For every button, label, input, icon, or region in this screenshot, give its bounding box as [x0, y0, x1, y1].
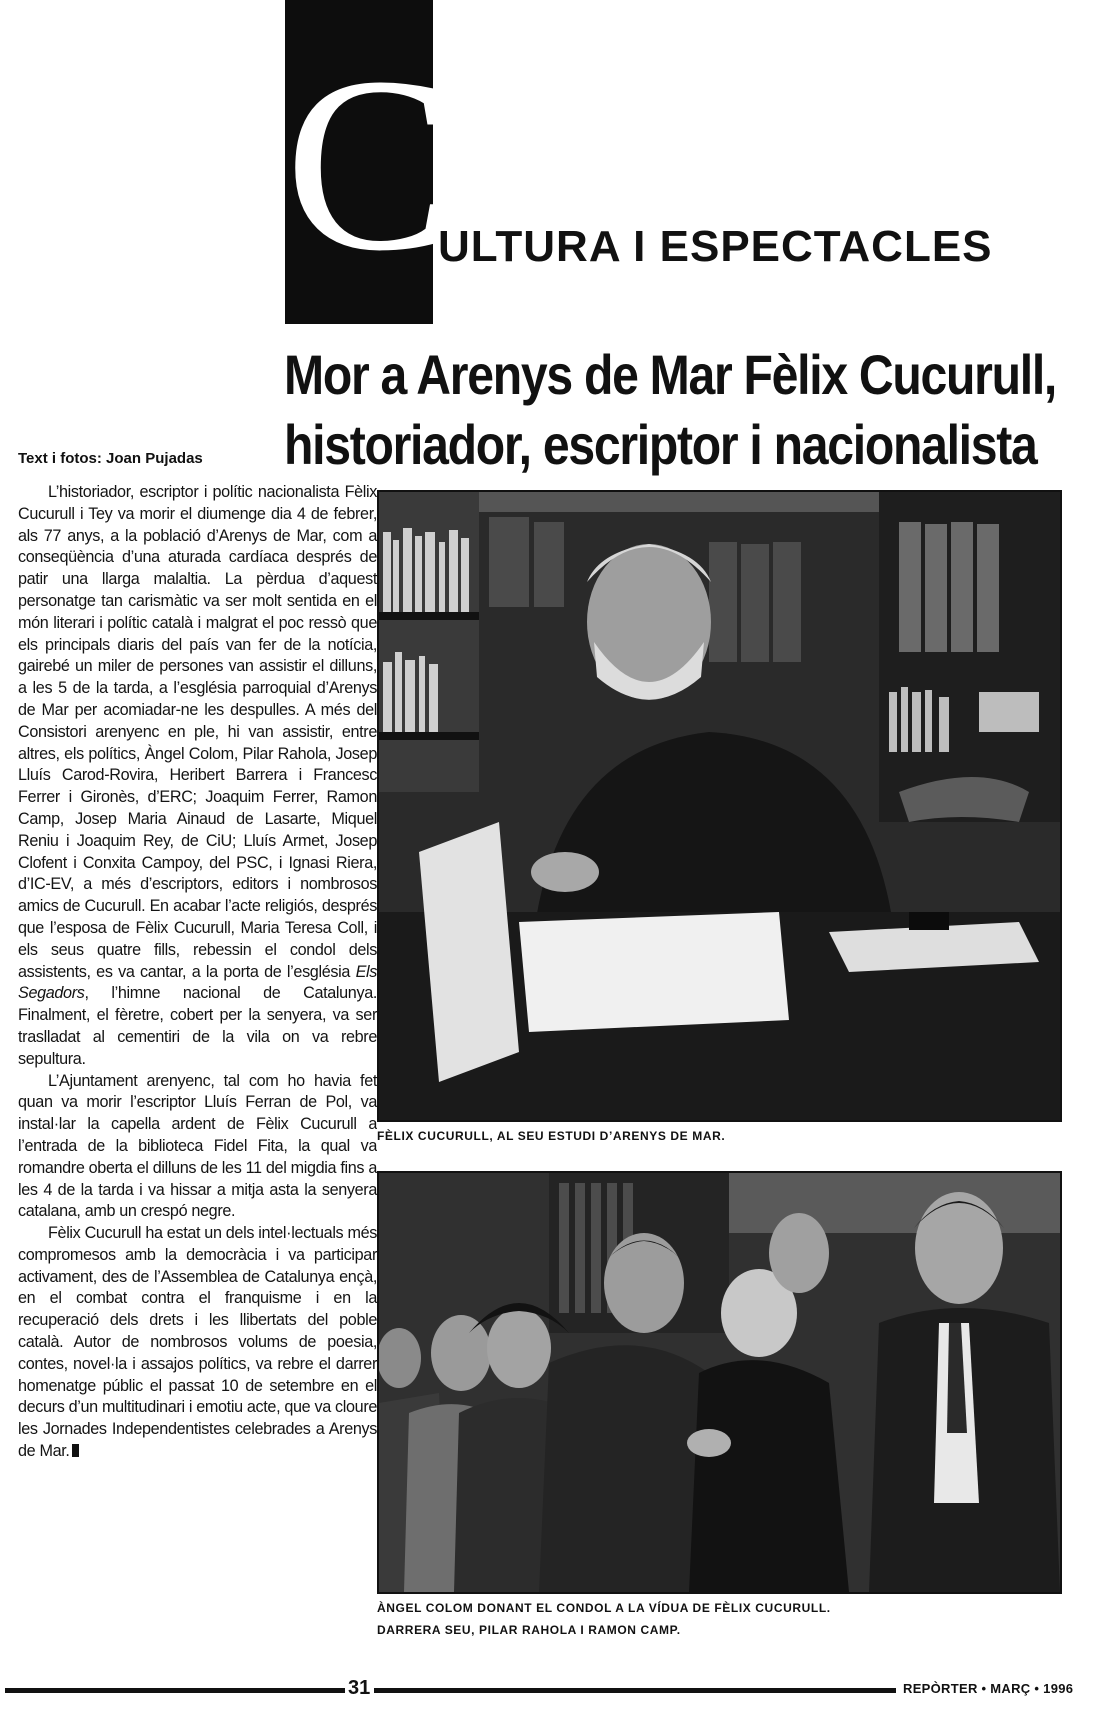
section-title: ULTURA I ESPECTACLES: [438, 222, 993, 271]
body-paragraph-1-text-b: , l’himne nacional de Catalunya. Finalment, el fèretre, cobert per la senyera, va ser traslladat al cementiri de la vila on va rebre sepultura.: [18, 984, 377, 1068]
photo-caption-2-line-1: ÀNGEL COLOM DONANT EL CONDOL A LA VÍDUA DE FÈLIX CUCURULL.: [377, 1601, 831, 1615]
body-paragraph-2: L’Ajuntament arenyenc, tal com ho havia fet quan va morir l’escriptor Lluís Ferran de Pol, va instal·lar la capella ardent de Fèlix Cucurull a l’entrada de la biblioteca Fidel Fita, la qual va romandre oberta el dilluns de les 11 del migdia fins a les 4 de la tarda i va hissar a mitja asta la senyera catalana, amb un crespó negre.: [18, 1071, 377, 1221]
photo-caption-1: FÈLIX CUCURULL, AL SEU ESTUDI D’ARENYS DE MAR.: [377, 1129, 726, 1143]
photo-caption-2: [377, 1597, 1067, 1641]
anthem-title: Els Segadors: [18, 962, 377, 1003]
body-paragraph-3-text: Fèlix Cucurull ha estat un dels intel·lectuals més compromesos amb la democràcia i va participar activament, des de l’Assemblea de Catalunya ençà, en el combat contra el franquisme i en la recuperació dels drets i les llibertats del poble català. Autor de nombrosos volums de poesia, contes, novel·la i assajos polítics, va rebre el darrer homenatge públic el passat 10 de setembre en el decurs d’un multitudinari i emotiu acte, que va cloure les Jornades Independentistes celebrades a Arenys de Mar.: [18, 1224, 377, 1461]
body-paragraph-1: [18, 482, 377, 1071]
body-paragraph-3: [18, 1223, 377, 1463]
photo-condolences: [377, 1171, 1062, 1594]
article-body: [18, 482, 377, 1642]
publication-footer: REPÒRTER • MARÇ • 1996: [903, 1681, 1074, 1696]
article-headline: [284, 340, 1084, 480]
photo-caption-2-line-2: DARRERA SEU, PILAR RAHOLA I RAMON CAMP.: [377, 1623, 681, 1637]
photo-cucurull-study: [377, 490, 1062, 1122]
headline-line-1: Mor a Arenys de Mar Fèlix Cucurull,: [284, 343, 1056, 406]
headline-line-2: historiador, escriptor i nacionalista: [284, 413, 1037, 476]
section-initial-letter: C: [285, 26, 452, 303]
end-of-article-mark: [72, 1444, 79, 1457]
body-paragraph-1-text-a: L’historiador, escriptor i polític nacionalista Fèlix Cucurull i Tey va morir el diumenge dia 4 de febrer, als 77 anys, a la població d’Arenys de Mar, com a conseqüència d’una aturada cardíaca després de patir una llarga malaltia. La pèrdua d’aquest personatge tan carismàtic va ser molt sentida en el món literari i polític català i malgrat el poc ressò que els principals diaris del país van fer de la notícia, gairebé un miler de persones van assistir el dilluns, a les 5 de la tarda, a l’església parroquial d’Arenys de Mar per acomiadar-ne les despulles. A més del Consistori arenyenc en ple, hi van assistir, entre altres, els polítics, Àngel Colom, Pilar Rahola, Josep Lluís Carod-Rovira, Heribert Barrera i Francesc Ferrer i Gironès, d’ERC; Joaquim Ferrer, Ramon Camp, Josep Maria Ainaud de Lasarte, Miquel Reniu i Joaquim Rey, de CiU; Lluís Armet, Josep Clofent i Conxita Campoy, del PSC, i Ignasi Riera, d’IC-EV, a més d’escriptors, editors i nombrosos amics de Cucurull. En acabar l’acte religiós, després que l’esposa de Fèlix Cucurull, Maria Teresa Coll, i els seus quatre fills, rebessin el condol dels assistents, es va cantar, a la porta de l’església: [18, 483, 377, 981]
footer-rule-right: [374, 1688, 896, 1693]
footer-rule-left: [5, 1688, 345, 1693]
page-number: 31: [348, 1677, 371, 1699]
byline: Text i fotos: Joan Pujadas: [18, 450, 203, 467]
